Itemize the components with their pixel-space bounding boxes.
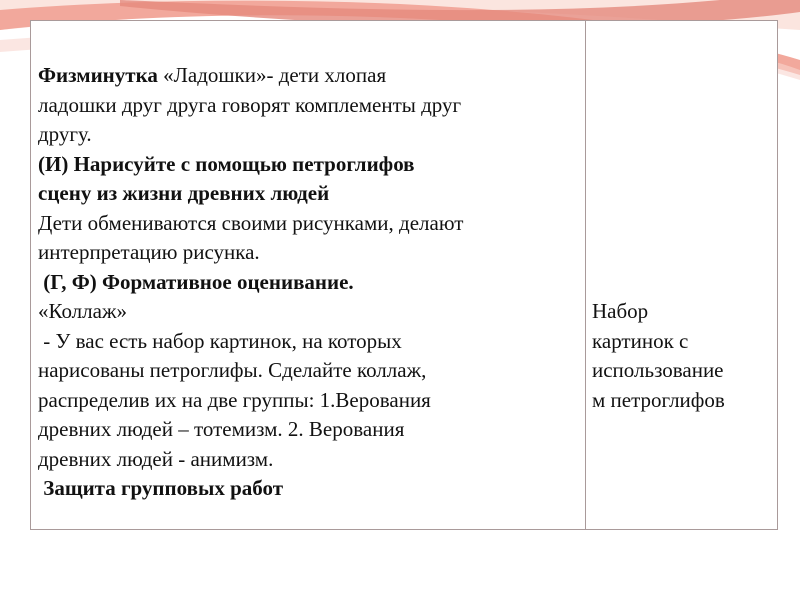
bold-text-run: (И) Нарисуйте с помощью петроглифов bbox=[38, 151, 415, 176]
bold-text-run: (Г, Ф) Формативное оценивание. bbox=[38, 269, 354, 294]
text-run: Дети обмениваются своими рисунками, делают bbox=[38, 210, 464, 235]
text-line bbox=[38, 120, 583, 150]
text-line bbox=[38, 474, 583, 504]
text-line bbox=[38, 327, 583, 357]
resource-text-line: м петроглифов bbox=[592, 387, 725, 412]
text-run: распределив их на две группы: 1.Верования bbox=[38, 387, 431, 412]
content-table bbox=[30, 20, 778, 530]
text-run: интерпретацию рисунка. bbox=[38, 240, 260, 264]
bold-text-run: сцену из жизни древних людей bbox=[38, 181, 330, 205]
text-run: ладошки друг друга говорят комплементы друг bbox=[38, 92, 462, 117]
resource-text-line: Набор bbox=[592, 299, 649, 323]
text-line bbox=[38, 297, 583, 327]
text-line bbox=[38, 238, 583, 268]
text-line bbox=[38, 179, 583, 209]
bold-text-run: Физминутка bbox=[38, 63, 164, 87]
bold-text-run: Защита групповых работ bbox=[38, 476, 284, 500]
text-run: древних людей – тотемизм. 2. Верования bbox=[38, 417, 405, 441]
resources-text bbox=[592, 297, 777, 415]
text-line bbox=[38, 150, 583, 180]
text-line bbox=[38, 61, 583, 91]
activities-text bbox=[38, 61, 583, 504]
text-line bbox=[38, 445, 583, 475]
text-run: «Коллаж» bbox=[38, 299, 127, 323]
text-line bbox=[38, 209, 583, 239]
text-line bbox=[38, 268, 583, 298]
table-cell-activities bbox=[31, 21, 586, 529]
text-line bbox=[38, 91, 583, 121]
text-run: нарисованы петроглифы. Сделайте коллаж, bbox=[38, 358, 427, 382]
text-line bbox=[38, 415, 583, 445]
text-run: «Ладошки»- дети хлопая bbox=[163, 63, 387, 87]
text-line bbox=[38, 356, 583, 386]
text-run: другу. bbox=[38, 122, 92, 146]
table-cell-resources bbox=[586, 21, 777, 529]
resource-text-line: картинок с bbox=[592, 328, 689, 353]
text-line bbox=[38, 386, 583, 416]
text-run: древних людей - анимизм. bbox=[38, 446, 274, 471]
resource-text-line: использование bbox=[592, 358, 724, 382]
text-run: - У вас есть набор картинок, на которых bbox=[38, 328, 402, 353]
